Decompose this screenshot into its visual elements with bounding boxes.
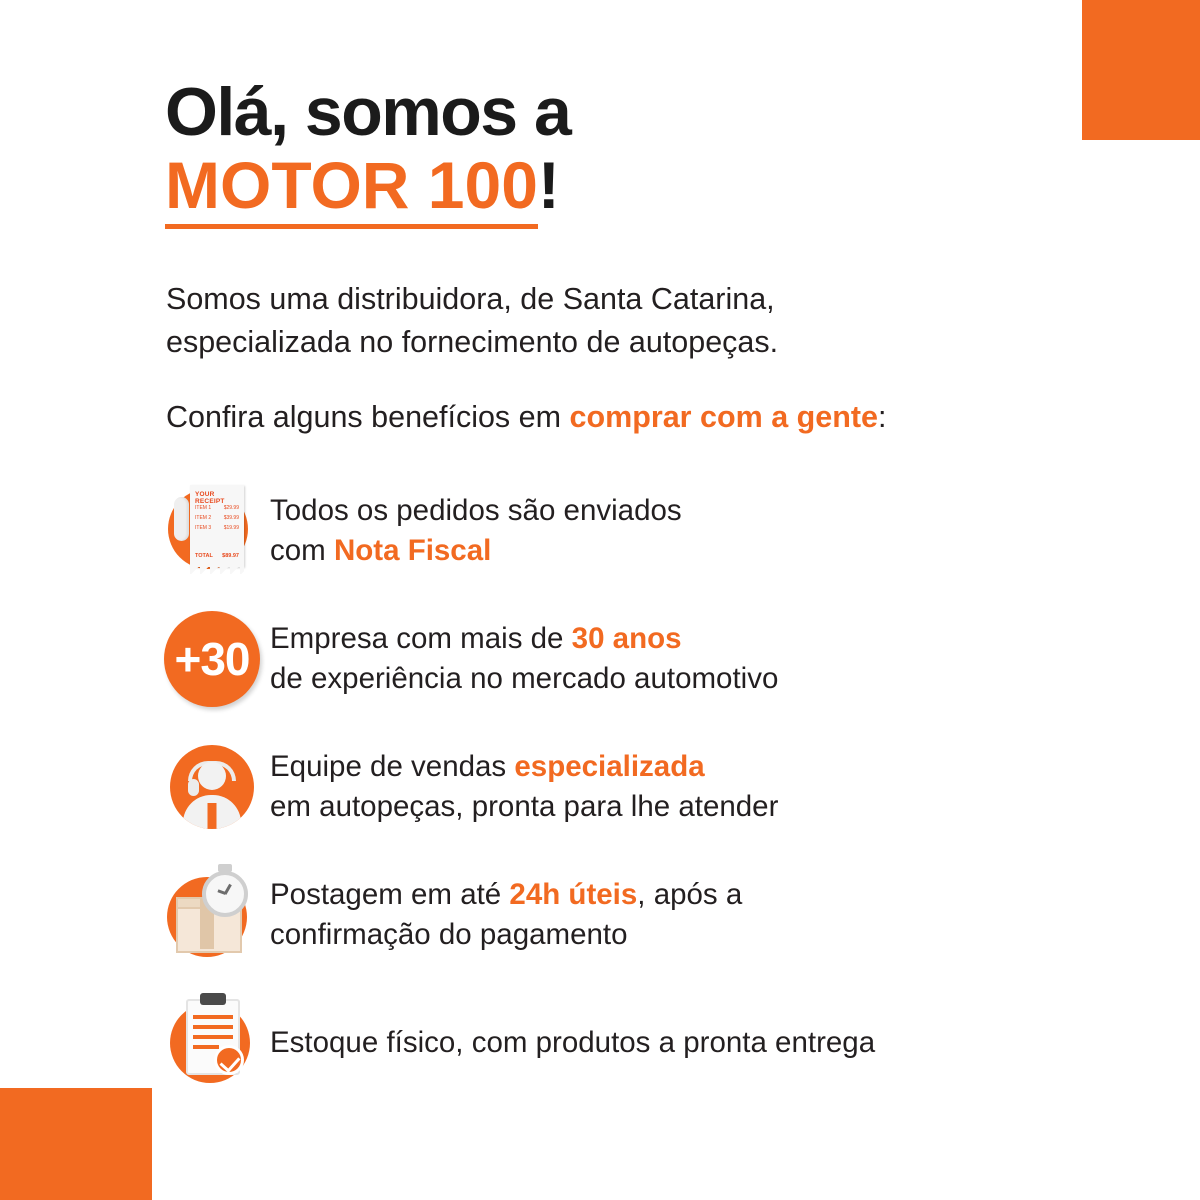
clipboard-check-icon — [160, 993, 264, 1093]
benefit-text — [264, 491, 682, 571]
receipt-row-label: ITEM 1 — [195, 505, 212, 511]
benefit-highlight: 30 anos — [571, 622, 682, 656]
list-item — [160, 604, 1160, 714]
page-title — [165, 74, 1065, 223]
intro-line-2: especializada no fornecimento de autopeças. — [166, 325, 779, 360]
decorative-corner-bottom-left — [0, 1088, 152, 1200]
receipt-header-text: YOUR RECEIPT — [195, 491, 225, 505]
benefit-line-2: confirmação do pagamento — [270, 918, 628, 951]
receipt-icon — [160, 481, 264, 581]
intro-paragraph — [166, 278, 1086, 365]
package-stopwatch-icon — [160, 865, 264, 965]
benefits-lead-suffix: : — [878, 400, 887, 434]
benefit-text — [264, 1023, 875, 1063]
headline-exclamation: ! — [537, 148, 560, 223]
receipt-row-value: $39.99 — [223, 515, 239, 521]
benefit-text — [264, 747, 778, 827]
benefit-line-2-prefix: com — [270, 534, 334, 567]
benefit-line-1-prefix: Postagem em até — [270, 878, 510, 912]
benefit-highlight: 24h úteis — [509, 878, 638, 912]
benefits-lead-highlight: comprar com a gente — [569, 400, 878, 434]
benefits-lead — [166, 396, 1146, 439]
benefit-highlight: especializada — [514, 750, 705, 784]
benefit-line-1-prefix: Equipe de vendas — [270, 750, 515, 784]
benefit-line-1: Todos os pedidos são enviados — [270, 494, 682, 528]
list-item — [160, 476, 1160, 586]
intro-line-1: Somos uma distribuidora, de Santa Catarina, — [166, 282, 775, 316]
benefit-line-1 — [270, 619, 778, 659]
list-item — [160, 732, 1160, 842]
badge-30-icon — [160, 609, 264, 709]
decorative-corner-top-right — [1082, 0, 1200, 140]
receipt-row-value: $29.99 — [223, 505, 239, 511]
benefits-lead-prefix: Confira alguns benefícios em — [166, 400, 570, 434]
benefit-line-1 — [270, 875, 742, 915]
benefit-line-2: de experiência no mercado automotivo — [270, 662, 779, 695]
list-item — [160, 860, 1160, 970]
brand-name: MOTOR 100 — [165, 148, 538, 229]
sales-agent-icon — [160, 737, 264, 837]
list-item — [160, 988, 1160, 1098]
headline-line-2 — [165, 149, 1065, 223]
benefit-list — [160, 476, 1160, 1116]
badge-30-label: +30 — [164, 611, 260, 707]
receipt-total-label: TOTAL — [195, 553, 213, 559]
benefit-text — [264, 875, 742, 955]
benefit-line-1 — [270, 747, 778, 787]
benefit-line-2 — [270, 531, 682, 571]
receipt-row-value: $19.99 — [223, 525, 239, 531]
headline-line-1: Olá, somos a — [165, 74, 571, 150]
benefit-line-2: em autopeças, pronta para lhe atender — [270, 790, 779, 823]
benefit-line-1: Estoque físico, com produtos a pronta entrega — [270, 1026, 876, 1060]
receipt-total-value: $89.97 — [222, 553, 239, 559]
benefit-line-1-suffix: , após a — [637, 878, 743, 912]
benefit-text — [264, 619, 778, 699]
benefit-highlight: Nota Fiscal — [333, 534, 492, 567]
benefit-line-1-prefix: Empresa com mais de — [270, 622, 572, 656]
receipt-row-label: ITEM 3 — [195, 525, 212, 531]
receipt-row-label: ITEM 2 — [195, 515, 212, 521]
